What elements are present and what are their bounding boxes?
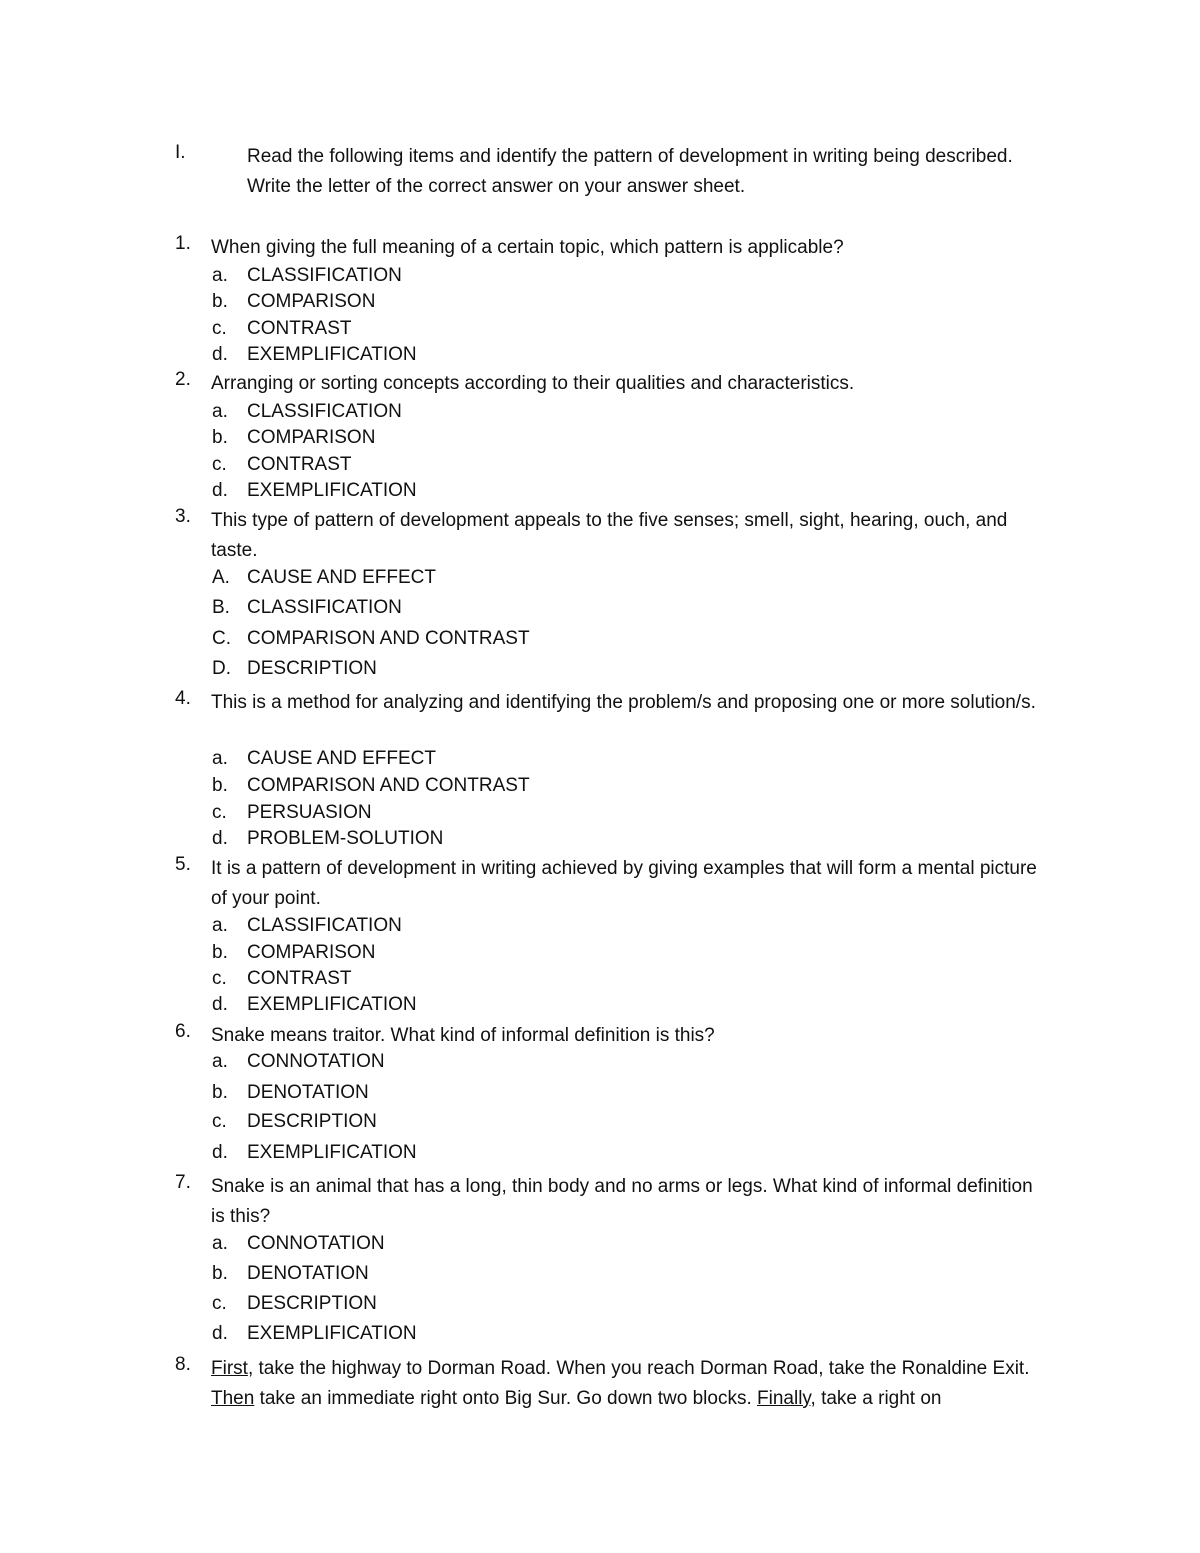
question-text: This type of pattern of development appeals to the five senses; smell, sight, hearing, ouch, and taste. bbox=[211, 510, 1008, 561]
option-letter: c. bbox=[212, 1111, 227, 1132]
question-number: 4. bbox=[175, 688, 191, 709]
option-letter: c. bbox=[212, 454, 227, 475]
question-text: It is a pattern of development in writing achieved by giving examples that will form a mental picture of your point. bbox=[211, 858, 1037, 909]
question-number: 7. bbox=[175, 1172, 191, 1193]
option-letter: b. bbox=[212, 291, 228, 312]
option-text: CLASSIFICATION bbox=[247, 597, 402, 618]
option-text: DENOTATION bbox=[247, 1263, 369, 1284]
text-run: , take a right on bbox=[810, 1388, 942, 1409]
option-text: DESCRIPTION bbox=[247, 1111, 377, 1132]
option-text: PERSUASION bbox=[247, 802, 372, 823]
option-letter: C. bbox=[212, 628, 231, 649]
option-letter: a. bbox=[212, 748, 228, 769]
question-number: 8. bbox=[175, 1354, 191, 1375]
option-text: CONTRAST bbox=[247, 454, 352, 475]
option-text: COMPARISON bbox=[247, 427, 376, 448]
option-text: CONTRAST bbox=[247, 968, 352, 989]
option-text: EXEMPLIFICATION bbox=[247, 1323, 417, 1344]
question-number: 1. bbox=[175, 233, 191, 254]
option-text: COMPARISON bbox=[247, 291, 376, 312]
option-text: CLASSIFICATION bbox=[247, 401, 402, 422]
emphasis-word: Then bbox=[211, 1388, 255, 1409]
option-letter: d. bbox=[212, 344, 228, 365]
emphasis-word: First bbox=[211, 1358, 248, 1379]
option-text: PROBLEM-SOLUTION bbox=[247, 828, 444, 849]
option-letter: B. bbox=[212, 597, 230, 618]
option-text: COMPARISON bbox=[247, 942, 376, 963]
option-text: DENOTATION bbox=[247, 1082, 369, 1103]
option-text: DESCRIPTION bbox=[247, 658, 377, 679]
option-letter: A. bbox=[212, 567, 230, 588]
option-text: CONNOTATION bbox=[247, 1233, 385, 1254]
option-text: COMPARISON AND CONTRAST bbox=[247, 775, 530, 796]
question-number: 3. bbox=[175, 506, 191, 527]
text-run: , take the highway to Dorman Road. When you reach Dorman Road, take the Ronaldine Exit. bbox=[247, 1358, 1030, 1379]
option-text: CLASSIFICATION bbox=[247, 265, 402, 286]
option-text: CONNOTATION bbox=[247, 1051, 385, 1072]
option-letter: d. bbox=[212, 480, 228, 501]
option-letter: a. bbox=[212, 265, 228, 286]
emphasis-word: Finally bbox=[757, 1388, 811, 1409]
option-text: COMPARISON AND CONTRAST bbox=[247, 628, 530, 649]
option-text: EXEMPLIFICATION bbox=[247, 1142, 417, 1163]
option-text: EXEMPLIFICATION bbox=[247, 480, 417, 501]
text-run: take an immediate right onto Big Sur. Go down two blocks. bbox=[254, 1388, 758, 1409]
option-letter: c. bbox=[212, 802, 227, 823]
option-letter: b. bbox=[212, 775, 228, 796]
question-text: Snake means traitor. What kind of informal definition is this? bbox=[211, 1025, 715, 1046]
option-letter: b. bbox=[212, 1082, 228, 1103]
option-letter: c. bbox=[212, 1293, 227, 1314]
option-letter: a. bbox=[212, 1233, 228, 1254]
option-letter: b. bbox=[212, 942, 228, 963]
option-letter: c. bbox=[212, 968, 227, 989]
section-instruction: Read the following items and identify the pattern of development in writing being described. Write the letter of the correct answer on your answer sheet. bbox=[247, 146, 1013, 197]
option-letter: d. bbox=[212, 994, 228, 1015]
question-text: Snake is an animal that has a long, thin body and no arms or legs. What kind of informal definition is this? bbox=[211, 1176, 1033, 1227]
option-letter: b. bbox=[212, 427, 228, 448]
question-text: Arranging or sorting concepts according to their qualities and characteristics. bbox=[211, 373, 855, 394]
option-text: CAUSE AND EFFECT bbox=[247, 748, 436, 769]
question-number: 2. bbox=[175, 369, 191, 390]
option-letter: b. bbox=[212, 1263, 228, 1284]
option-letter: d. bbox=[212, 828, 228, 849]
option-text: CLASSIFICATION bbox=[247, 915, 402, 936]
option-letter: c. bbox=[212, 318, 227, 339]
option-letter: d. bbox=[212, 1142, 228, 1163]
question-text bbox=[211, 1354, 1051, 1414]
option-text: DESCRIPTION bbox=[247, 1293, 377, 1314]
option-text: EXEMPLIFICATION bbox=[247, 994, 417, 1015]
option-text: EXEMPLIFICATION bbox=[247, 344, 417, 365]
option-letter: d. bbox=[212, 1323, 228, 1344]
question-number: 6. bbox=[175, 1021, 191, 1042]
option-letter: a. bbox=[212, 1051, 228, 1072]
option-letter: a. bbox=[212, 401, 228, 422]
question-number: 5. bbox=[175, 854, 191, 875]
option-letter: D. bbox=[212, 658, 231, 679]
question-text: This is a method for analyzing and identifying the problem/s and proposing one or more solution/s. bbox=[211, 692, 1036, 713]
option-text: CAUSE AND EFFECT bbox=[247, 567, 436, 588]
option-text: CONTRAST bbox=[247, 318, 352, 339]
question-text: When giving the full meaning of a certain topic, which pattern is applicable? bbox=[211, 237, 844, 258]
option-letter: a. bbox=[212, 915, 228, 936]
section-numeral: I. bbox=[175, 142, 186, 163]
